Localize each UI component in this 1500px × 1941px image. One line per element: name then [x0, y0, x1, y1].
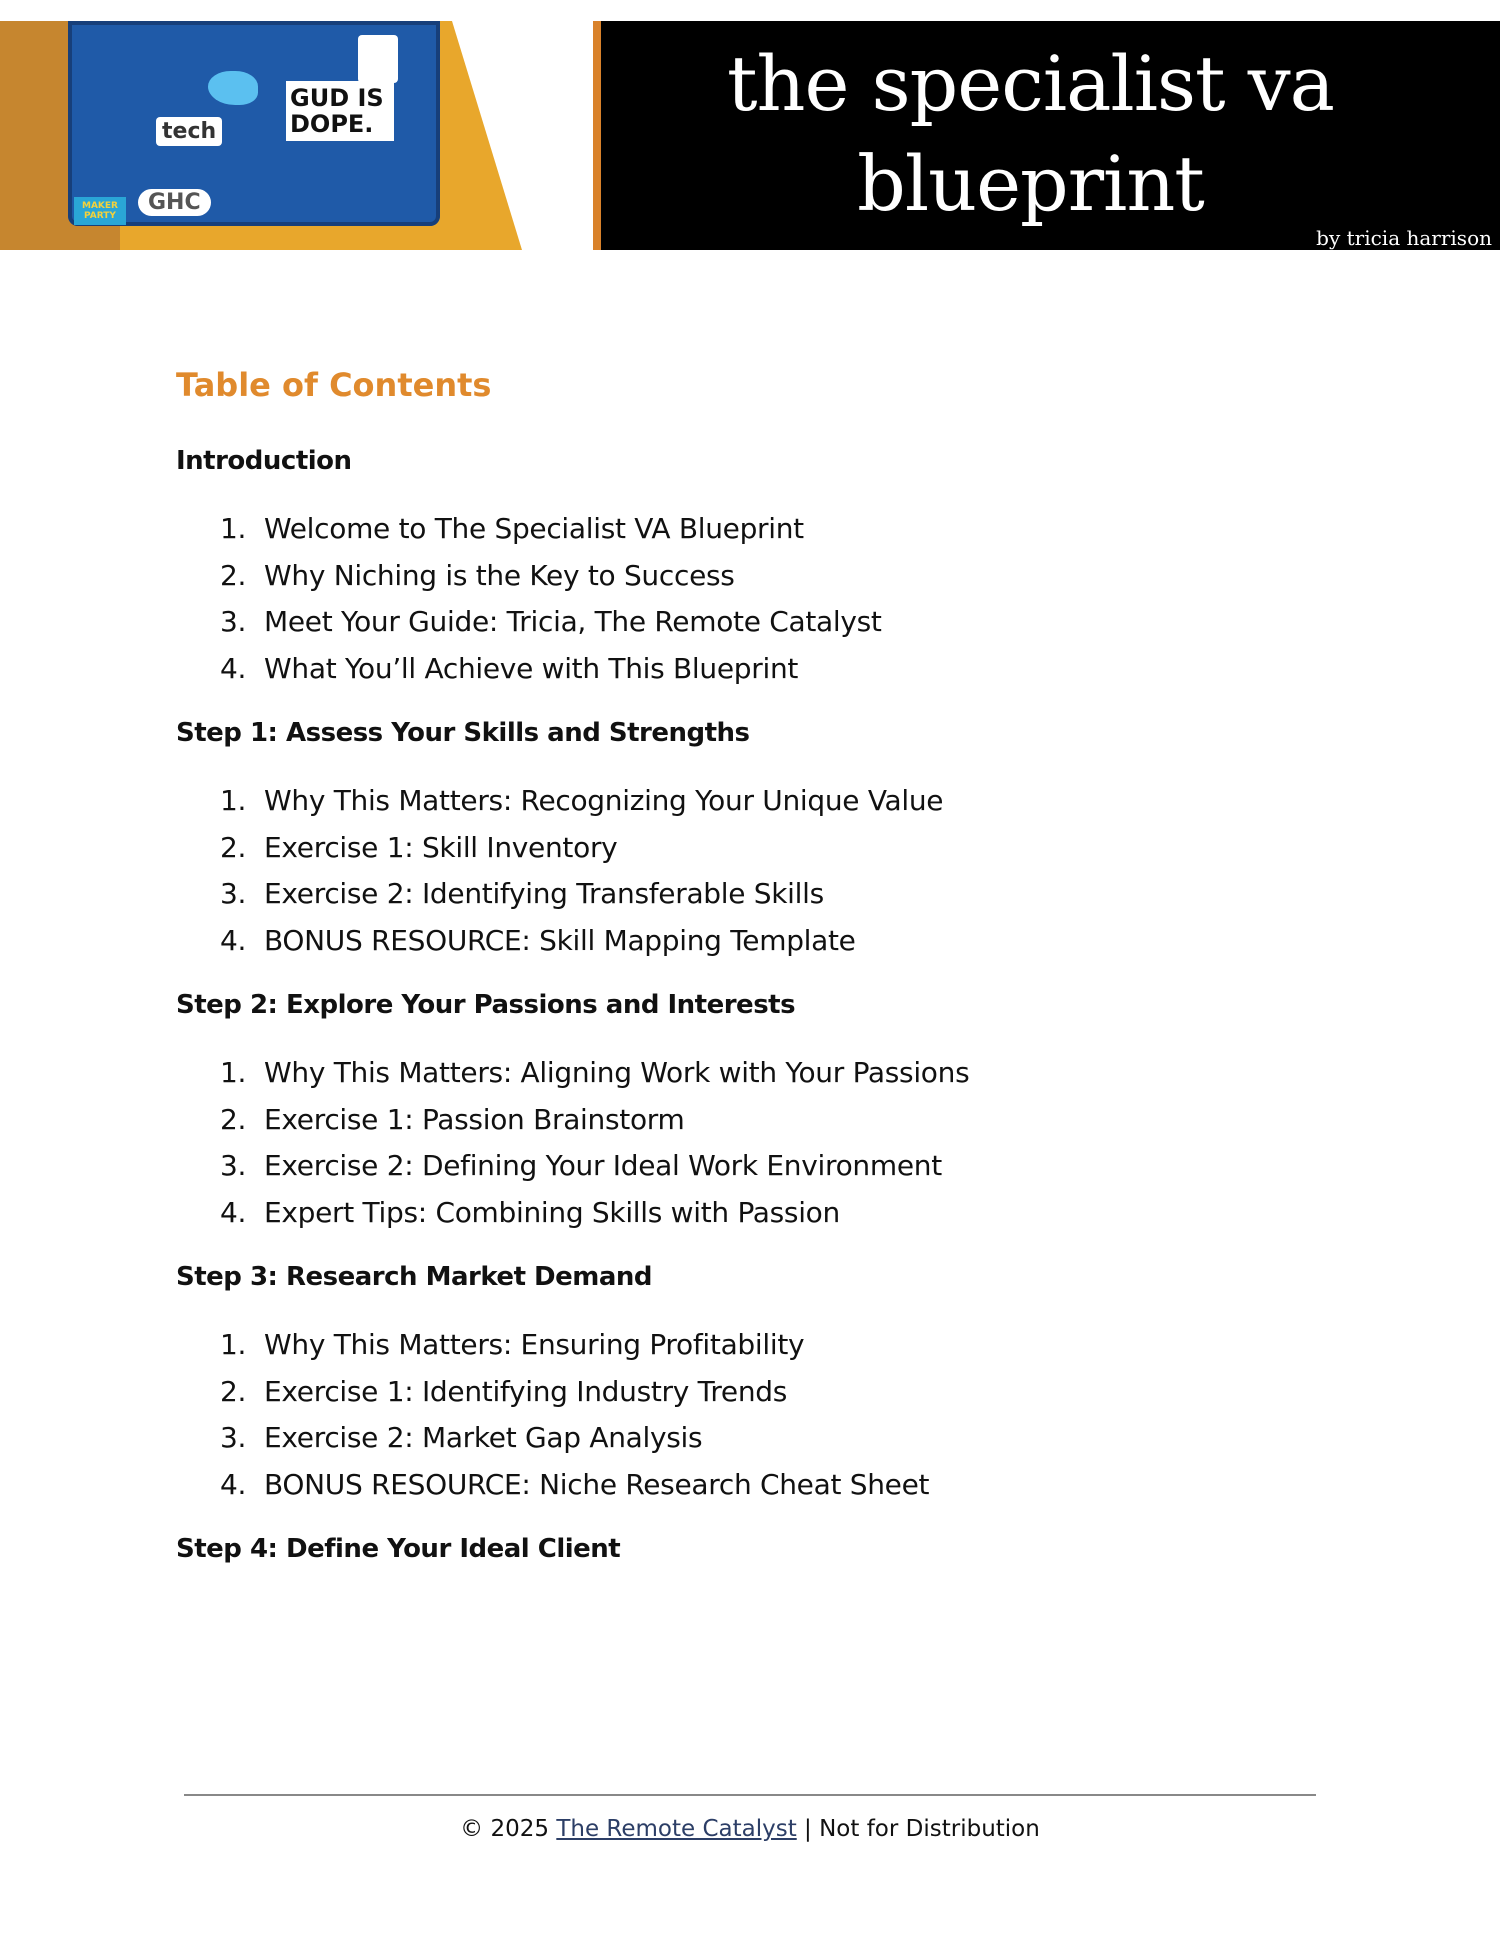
item-number: 4. [220, 1467, 247, 1501]
item-number: 3. [220, 605, 247, 638]
document-title-line1: the specialist va [727, 39, 1334, 128]
document-title-line2: blueprint [857, 139, 1204, 228]
list-item [176, 918, 1326, 965]
list-item [176, 1097, 1326, 1144]
list-item [176, 825, 1326, 872]
section-items [176, 778, 1326, 964]
toc-section-step-4 [176, 1534, 1326, 1564]
laptop-illustration [68, 21, 440, 226]
item-number: 1. [220, 1056, 247, 1089]
item-number: 2. [220, 1102, 247, 1136]
bulb-icon [358, 35, 398, 83]
sticker-gud-is-dope: GUD IS DOPE. [286, 81, 394, 141]
item-number: 1. [220, 512, 247, 545]
item-text: Exercise 2: Identifying Transferable Skills [264, 877, 824, 910]
section-heading: Step 4: Define Your Ideal Client [176, 1534, 621, 1564]
item-text: BONUS RESOURCE: Niche Research Cheat Sheet [264, 1467, 930, 1501]
item-number: 4. [220, 923, 247, 957]
distribution-notice: | Not for Distribution [804, 1816, 1040, 1842]
list-item [176, 1050, 1326, 1097]
item-text: Exercise 1: Passion Brainstorm [264, 1102, 685, 1136]
sticker-maker-party: MAKER PARTY [74, 197, 126, 225]
list-item [176, 778, 1326, 825]
item-number: 4. [220, 1195, 247, 1229]
toc-section-introduction [176, 446, 1326, 692]
item-number: 3. [220, 1421, 247, 1454]
item-text: BONUS RESOURCE: Skill Mapping Template [264, 923, 856, 957]
section-heading: Step 2: Explore Your Passions and Interests [176, 990, 796, 1020]
toc-title: Table of Contents [176, 366, 492, 404]
section-heading: Introduction [176, 446, 352, 476]
title-banner [593, 21, 1500, 250]
item-number: 4. [220, 651, 247, 685]
list-item [176, 1190, 1326, 1237]
item-text: Meet Your Guide: Tricia, The Remote Catalyst [264, 605, 882, 638]
table-of-contents [176, 366, 1326, 1594]
section-heading: Step 3: Research Market Demand [176, 1262, 653, 1292]
photo-diagonal-edge [452, 21, 522, 250]
item-number: 3. [220, 1149, 247, 1182]
header-photo [0, 21, 522, 250]
item-number: 2. [220, 558, 247, 592]
toc-section-step-2 [176, 990, 1326, 1236]
footer [0, 1816, 1500, 1842]
item-number: 2. [220, 830, 247, 864]
toc-section-step-3 [176, 1262, 1326, 1508]
list-item [176, 599, 1326, 646]
author-byline: by tricia harrison [1316, 226, 1492, 250]
list-item [176, 871, 1326, 918]
list-item [176, 1415, 1326, 1462]
item-text: Expert Tips: Combining Skills with Passion [264, 1195, 840, 1229]
toc-section-step-1 [176, 718, 1326, 964]
item-number: 1. [220, 784, 247, 817]
list-item [176, 1369, 1326, 1416]
sticker-ghc: GHC [138, 189, 211, 216]
item-text: Exercise 1: Skill Inventory [264, 830, 618, 864]
item-text: Why This Matters: Recognizing Your Unique Value [264, 784, 944, 817]
item-text: Why This Matters: Aligning Work with Your Passions [264, 1056, 970, 1089]
item-number: 1. [220, 1328, 247, 1361]
item-text: What You’ll Achieve with This Blueprint [264, 651, 799, 685]
section-heading: Step 1: Assess Your Skills and Strengths [176, 718, 750, 748]
item-text: Welcome to The Specialist VA Blueprint [264, 512, 804, 545]
item-text: Exercise 2: Market Gap Analysis [264, 1421, 703, 1454]
item-text: Exercise 2: Defining Your Ideal Work Environment [264, 1149, 942, 1182]
twitter-bird-icon [208, 71, 258, 105]
copyright-text: © 2025 [460, 1816, 549, 1842]
list-item [176, 1462, 1326, 1509]
list-item [176, 553, 1326, 600]
list-item [176, 506, 1326, 553]
remote-catalyst-link[interactable]: The Remote Catalyst [556, 1816, 797, 1842]
item-number: 3. [220, 877, 247, 910]
item-text: Why Niching is the Key to Success [264, 558, 735, 592]
footer-divider [184, 1794, 1316, 1796]
section-items [176, 1322, 1326, 1508]
section-items [176, 1050, 1326, 1236]
item-number: 2. [220, 1374, 247, 1408]
section-items [176, 506, 1326, 692]
list-item [176, 1322, 1326, 1369]
list-item [176, 1143, 1326, 1190]
item-text: Why This Matters: Ensuring Profitability [264, 1328, 805, 1361]
item-text: Exercise 1: Identifying Industry Trends [264, 1374, 788, 1408]
list-item [176, 646, 1326, 693]
sticker-tech: tech [156, 117, 222, 146]
